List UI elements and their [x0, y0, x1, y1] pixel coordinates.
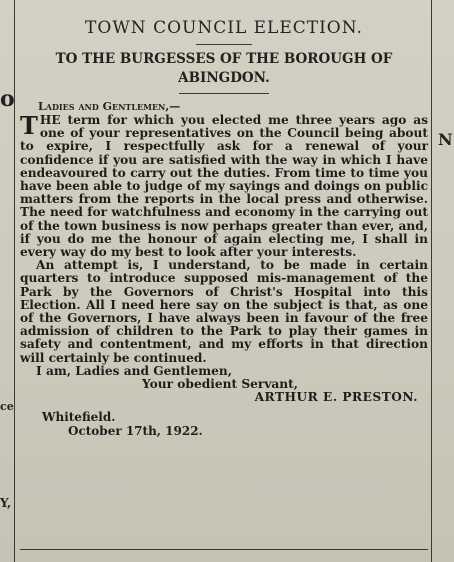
paragraph: An attempt is, I understand, to be made in certain quarters to introduce supposed mis-management of the Park by the Governors of Christ's Hospital into this Election. All I need here say on the subject is that, as one of the Governors, I have always been in favour of the free admission of children to the Park to play their games in safety and contentment, and my efforts in that direction will certainly be continued. [20, 258, 428, 365]
salutation: Ladies and Gentlemen,— [38, 100, 181, 113]
drop-cap: T [20, 111, 38, 140]
right-column-edge [431, 0, 454, 562]
election-notice [20, 8, 428, 558]
divider [179, 93, 269, 94]
left-margin-fragment: o [0, 86, 15, 112]
notice-body [20, 111, 428, 365]
addressee-line: ABINGDON. [178, 70, 270, 86]
paragraph [20, 111, 428, 260]
closing-line: I am, Ladies and Gentlemen, [36, 363, 233, 378]
addressee-line: TO THE BURGESSES OF THE BOROUGH OF [55, 51, 393, 67]
closing-line: Your obedient Servant, [142, 377, 299, 392]
left-column-edge [0, 0, 15, 562]
closing [20, 365, 428, 405]
sender-address: Whitefield. [42, 410, 116, 425]
notice-title: TOWN COUNCIL ELECTION. [85, 18, 363, 38]
divider [196, 44, 252, 45]
signature: ARTHUR E. PRESTON. [254, 390, 418, 405]
left-margin-fragment: ce [0, 400, 14, 413]
left-margin-fragment: Y, [0, 496, 12, 510]
paragraph-text: HE term for which you elected me three years ago as one of your representatives on the Council being about to expire, I respectfully ask for a renewal of your confidence if you are satisfied with the way in which I have endeavoured to carry out the duties. From time to time you have been able to judge of my sayings and doings on public matters from the reports in the local press and otherwise. The need for watchfulness and economy in the carrying out of the town business is now perhaps greater than ever, and, if you do me the honour of again electing me, I shall in every way do my best to look after your interests. [20, 113, 428, 260]
right-margin-fragment: N [438, 130, 453, 149]
notice-date: October 17th, 1922. [68, 424, 203, 439]
bottom-divider [20, 549, 428, 550]
